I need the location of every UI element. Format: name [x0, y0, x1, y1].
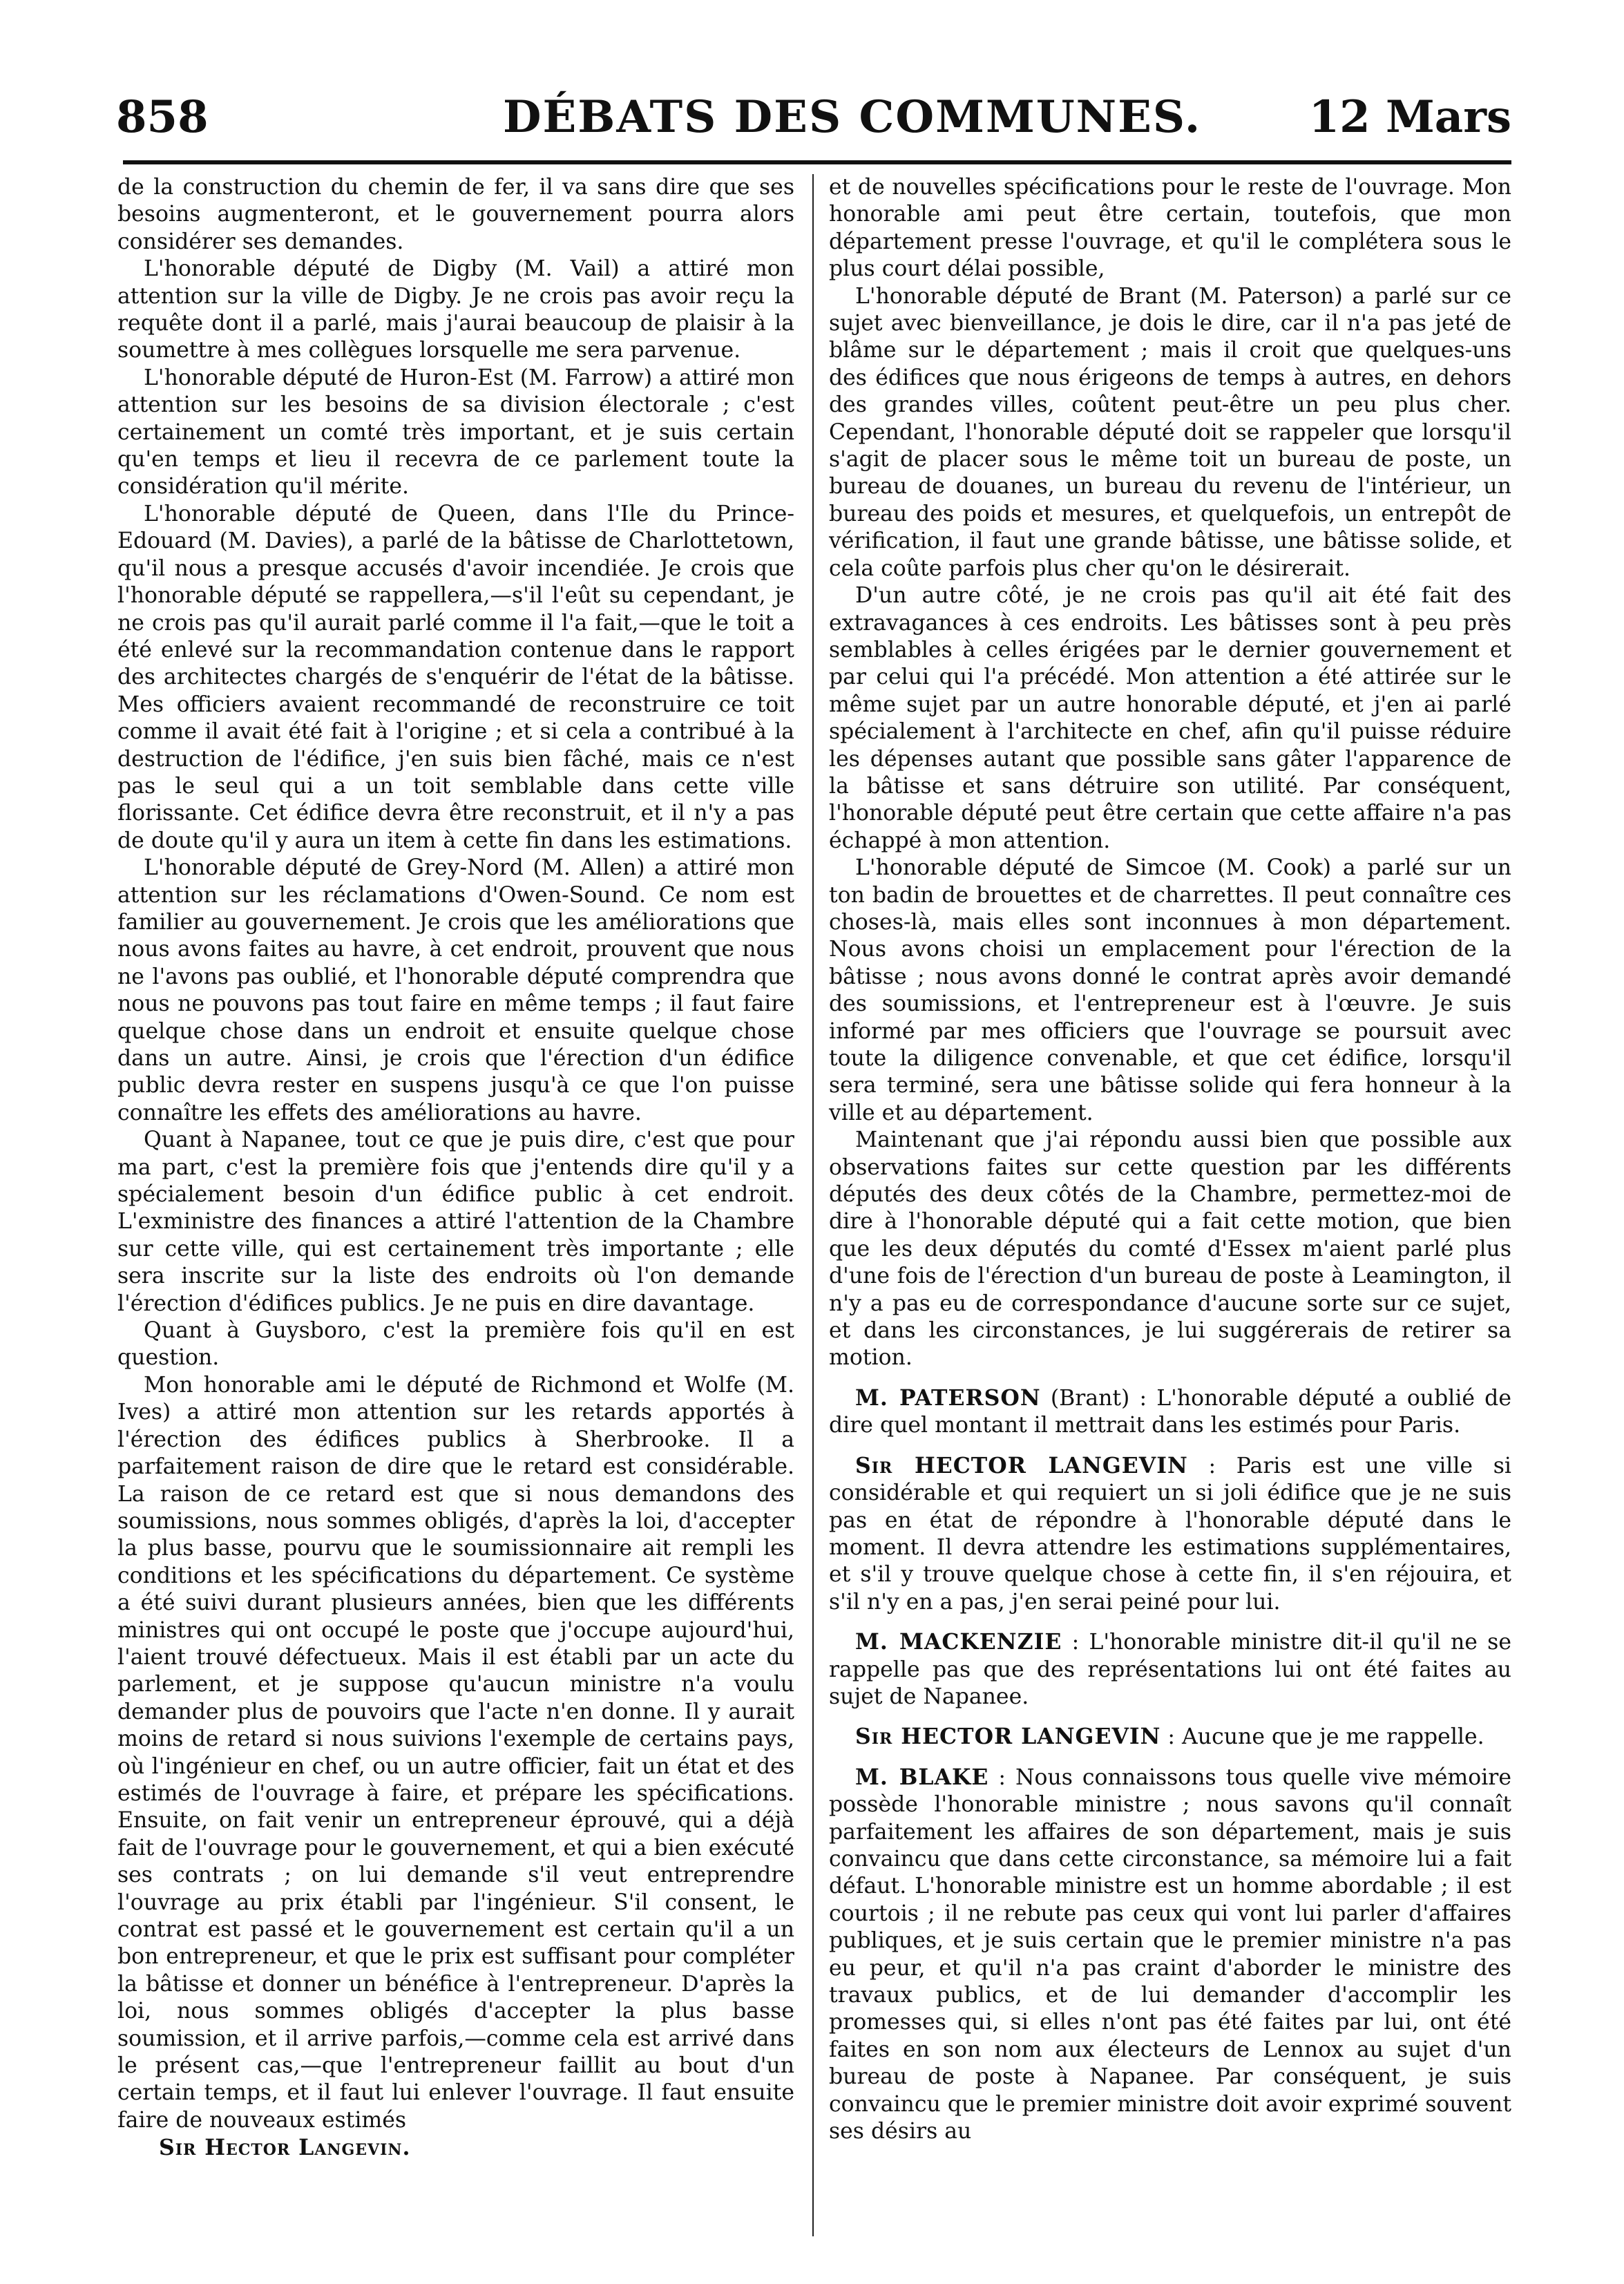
speaker-name: M. BLAKE [855, 1764, 989, 1790]
speaker-name: M. PATERSON [855, 1384, 1041, 1411]
speech-langevin-1 [829, 1452, 1511, 1616]
speech-mackenzie [829, 1628, 1511, 1711]
paragraph: Quant à Napanee, tout ce que je puis dire, c'est que pour ma part, c'est la première fois que j'entends dire qu'il y a spécialement besoin d'un édifice public à cet endroit. L'exministre des finances a attiré l'attention de la Chambre sur cette ville, qui est certainement très importante ; elle sera inscrite sur la liste des endroits où l'on demande l'érection d'édifices publics. Je ne puis en dire davantage. [117, 1127, 794, 1316]
page-header [116, 91, 1511, 153]
paragraph: Maintenant que j'ai répondu aussi bien que possible aux observations faites sur cette question par les différents députés des deux côtés de la Chambre, permettez-moi de dire à l'honorable député qui a fait cette motion, que bien que les deux députés du comté d'Essex m'aient parlé plus d'une fois de l'érection d'un bureau de poste à Leamington, il n'y a pas eu de correspondance d'aucune sorte sur ce sujet, et dans les circonstances, je lui suggérerais de retirer sa motion. [829, 1127, 1511, 1371]
speech-text: : Paris est une ville si considérable et qui requiert un si joli édifice que je ne suis pas en état de répondre à l'honorable député dans le moment. Il devra attendre les estimations supplémentaires, et s'il y trouve quelque chose à cette fin, il s'en réjouira, et s'il n'y en a pas, j'en serai peiné pour lui. [829, 1453, 1511, 1615]
paragraph: L'honorable député de Grey-Nord (M. Allen) a attiré mon attention sur les réclamations d'Owen-Sound. Ce nom est familier au gouvernement. Je crois que les améliorations que nous avons faites au havre, à cet endroit, prouvent que nous ne l'avons pas oublié, et l'honorable député comprendra que nous ne pouvons pas tout faire en même temps ; il faut faire quelque chose dans un endroit et ensuite quelque chose dans un autre. Ainsi, je crois que l'érection d'un édifice public devra rester en suspens jusqu'à ce que l'on puisse connaître les effets des améliorations au havre. [117, 855, 794, 1125]
speech-text: : Nous connaissons tous quelle vive mémoire possède l'honorable ministre ; nous savons qu'il connaît parfaitement les affaires de son département, mais je suis convaincu que dans cette circonstance, sa mémoire lui a fait défaut. L'honorable ministre est un homme abordable ; il est courtois ; il ne rebute pas ceux qui vont lui parler d'affaires publiques, et je suis certain que le premier ministre n'a pas eu peur, et qu'il n'a pas craint d'aborder le ministre des travaux publics, et de lui demander d'accomplir les promesses qui, si elles n'ont pas été faites par lui, ont été faites en son nom aux électeurs de Lennox au sujet d'un bureau de poste à Napanee. Par conséquent, je suis convaincu que le premier ministre doit avoir exprimé souvent ses désirs au [829, 1764, 1511, 2144]
page-number: 858 [116, 91, 209, 143]
journal-title: DÉBATS DES COMMUNES. [503, 91, 1202, 143]
left-column [117, 174, 794, 2162]
paragraph: L'honorable député de Queen, dans l'Ile du Prince-Edouard (M. Davies), a parlé de la bâtisse de Charlottetown, qu'il nous a presque accusés d'avoir incendiée. Je crois que l'honorable député se rappellera,—s'il l'eût su cependant, je ne crois pas qu'il aurait parlé comme il l'a fait,—que le toit a été enlevé sur la recommandation contenue dans le rapport des architectes chargés de s'enquérir de l'état de la bâtisse. Mes officiers avaient recommandé de reconstruire ce toit comme il avait été fait à l'origine ; et si cela a contribué à la destruction de l'édifice, j'en suis bien fâché, mais ce n'est pas le seul qui a un toit semblable dans cette ville florissante. Cet édifice devra être reconstruit, et il n'y a pas de doute qu'il y aura un item à cette fin dans les estimations. [117, 501, 794, 853]
paragraph: et de nouvelles spécifications pour le reste de l'ouvrage. Mon honorable ami peut être certain, toutefois, que mon département presse l'ouvrage, et qu'il le complétera sous le plus court délai possible, [829, 175, 1511, 282]
speaker-name: Sir HECTOR LANGEVIN [855, 1452, 1188, 1478]
paragraph: L'honorable député de Digby (M. Vail) a attiré mon attention sur la ville de Digby. Je ne crois pas avoir reçu la requête dont il a parlé, mais j'aurai beaucoup de plaisir à la soumettre à mes collègues lorsquelle me sera parvenue. [117, 256, 794, 363]
speech-paterson [829, 1384, 1511, 1440]
paragraph: Quant à Guysboro, c'est la première fois qu'il en est question. [117, 1318, 794, 1371]
paragraph: L'honorable député de Simcoe (M. Cook) a parlé sur un ton badin de brouettes et de charrettes. Il peut connaître ces choses-là, mais elles sont inconnues à mon département. Nous avons choisi un emplacement pour l'érection de la bâtisse ; nous avons donné le contrat après avoir demandé des soumissions, et l'entrepreneur est à l'œuvre. Je suis informé par mes officiers que l'ouvrage se poursuit avec toute la diligence convenable, et que cet édifice, lorsqu'il sera terminé, sera une bâtisse solide qui fera honneur à la ville et au département. [829, 855, 1511, 1125]
signature-name: Sir Hector Langevin. [159, 2135, 411, 2161]
speaker-name: M. MACKENZIE [855, 1629, 1062, 1655]
paragraph: Mon honorable ami le député de Richmond et Wolfe (M. Ives) a attiré mon attention sur les retards apportés à l'érection des édifices publics à Sherbrooke. Il a parfaitement raison de dire que le retard est considérable. La raison de ce retard est que si nous demandons des soumissions, nous sommes obligés, d'après la loi, d'accepter la plus basse, pourvu que le soumissionnaire ait rempli les conditions et les spécifications du département. Ce système a été suivi durant plusieurs années, bien que les différents ministres qui ont occupé le poste que j'occupe aujourd'hui, l'aient trouvé défectueux. Mais il est établi par un acte du parlement, et je suppose qu'aucun ministre n'a voulu demander plus de pouvoirs que l'acte n'en donne. Il y aurait moins de retard si nous suivions l'exemple de certains pays, où l'ingénieur en chef, ou un autre officier, fait un état et des estimés de l'ouvrage à faire, et prépare les spécifications. Ensuite, on fait venir un entrepreneur éprouvé, qui a déjà fait de l'ouvrage pour le gouvernement, et qui a bien exécuté ses contrats ; on lui demande s'il veut entreprendre l'ouvrage au prix établi par l'ingénieur. S'il consent, le contrat est passé et le gouvernement est certain qu'il a un bon entrepreneur, et que le prix est suffisant pour compléter la bâtisse et donner un bénéfice à l'entrepreneur. D'après la loi, nous sommes obligés d'accepter la plus basse soumission, et il arrive parfois,—comme cela est arrivé dans le présent cas,—que l'entrepreneur faillit au bout d'un certain temps, et il faut lui enlever l'ouvrage. Il faut ensuite faire de nouveaux estimés [117, 1372, 794, 2133]
paragraph: de la construction du chemin de fer, il va sans dire que ses besoins augmenteront, et le gouvernement pourra alors considérer ses demandes. [117, 175, 794, 254]
speaker-name: Sir HECTOR LANGEVIN [855, 1724, 1161, 1750]
signature [117, 2134, 794, 2162]
speech-text: : Aucune que je me rappelle. [1160, 1724, 1484, 1750]
speech-text: (Brant) : L'honorable député a oublié de dire quel montant il mettrait dans les estimés pour Paris. [829, 1385, 1511, 1438]
paragraph: D'un autre côté, je ne crois pas qu'il ait été fait des extravagances à ces endroits. Les bâtisses sont à peu près semblables à celles érigées par le dernier gouvernement et par celui qui l'a précédé. Mon attention a été attirée sur le même sujet par un autre honorable député, et j'en ai parlé spécialement à l'architecte en chef, afin qu'il puisse réduire les dépenses autant que possible sans gâter l'apparence de la bâtisse et sans détruire son utilité. Par conséquent, l'honorable député peut être certain que cette affaire n'a pas échappé à mon attention. [829, 583, 1511, 853]
speech-langevin-2 [829, 1723, 1511, 1751]
speech-blake [829, 1764, 1511, 2146]
speech-text: : L'honorable ministre dit-il qu'il ne se rappelle pas que des représentations lui ont été faites au sujet de Napanee. [829, 1630, 1511, 1709]
header-rule [123, 160, 1511, 164]
column-divider [812, 174, 814, 2236]
right-column [829, 174, 1511, 2145]
paragraph: L'honorable député de Brant (M. Paterson) a parlé sur ce sujet avec bienveillance, je dois le dire, car il n'a pas jeté de blâme sur le département ; mais il croit que quelques-uns des édifices que nous érigeons de temps à autres, en dehors des grandes villes, coûtent peut-être un peu plus cher. Cependant, l'honorable député doit se rappeler que lorsqu'il s'agit de placer sous le même toit un bureau de poste, un bureau de douanes, un bureau du revenu de l'intérieur, un bureau des poids et mesures, et quelquefois, un entrepôt de vérification, il faut une grande bâtisse, une bâtisse solide, et cela coûte parfois plus cher qu'on le désirerait. [829, 283, 1511, 581]
page-date: 12 Mars [1308, 91, 1511, 143]
paragraph: L'honorable député de Huron-Est (M. Farrow) a attiré mon attention sur les besoins de sa division électorale ; c'est certainement un comté très important, et je suis certain qu'en temps et lieu il recevra de ce parlement toute la considération qu'il mérite. [117, 365, 794, 499]
